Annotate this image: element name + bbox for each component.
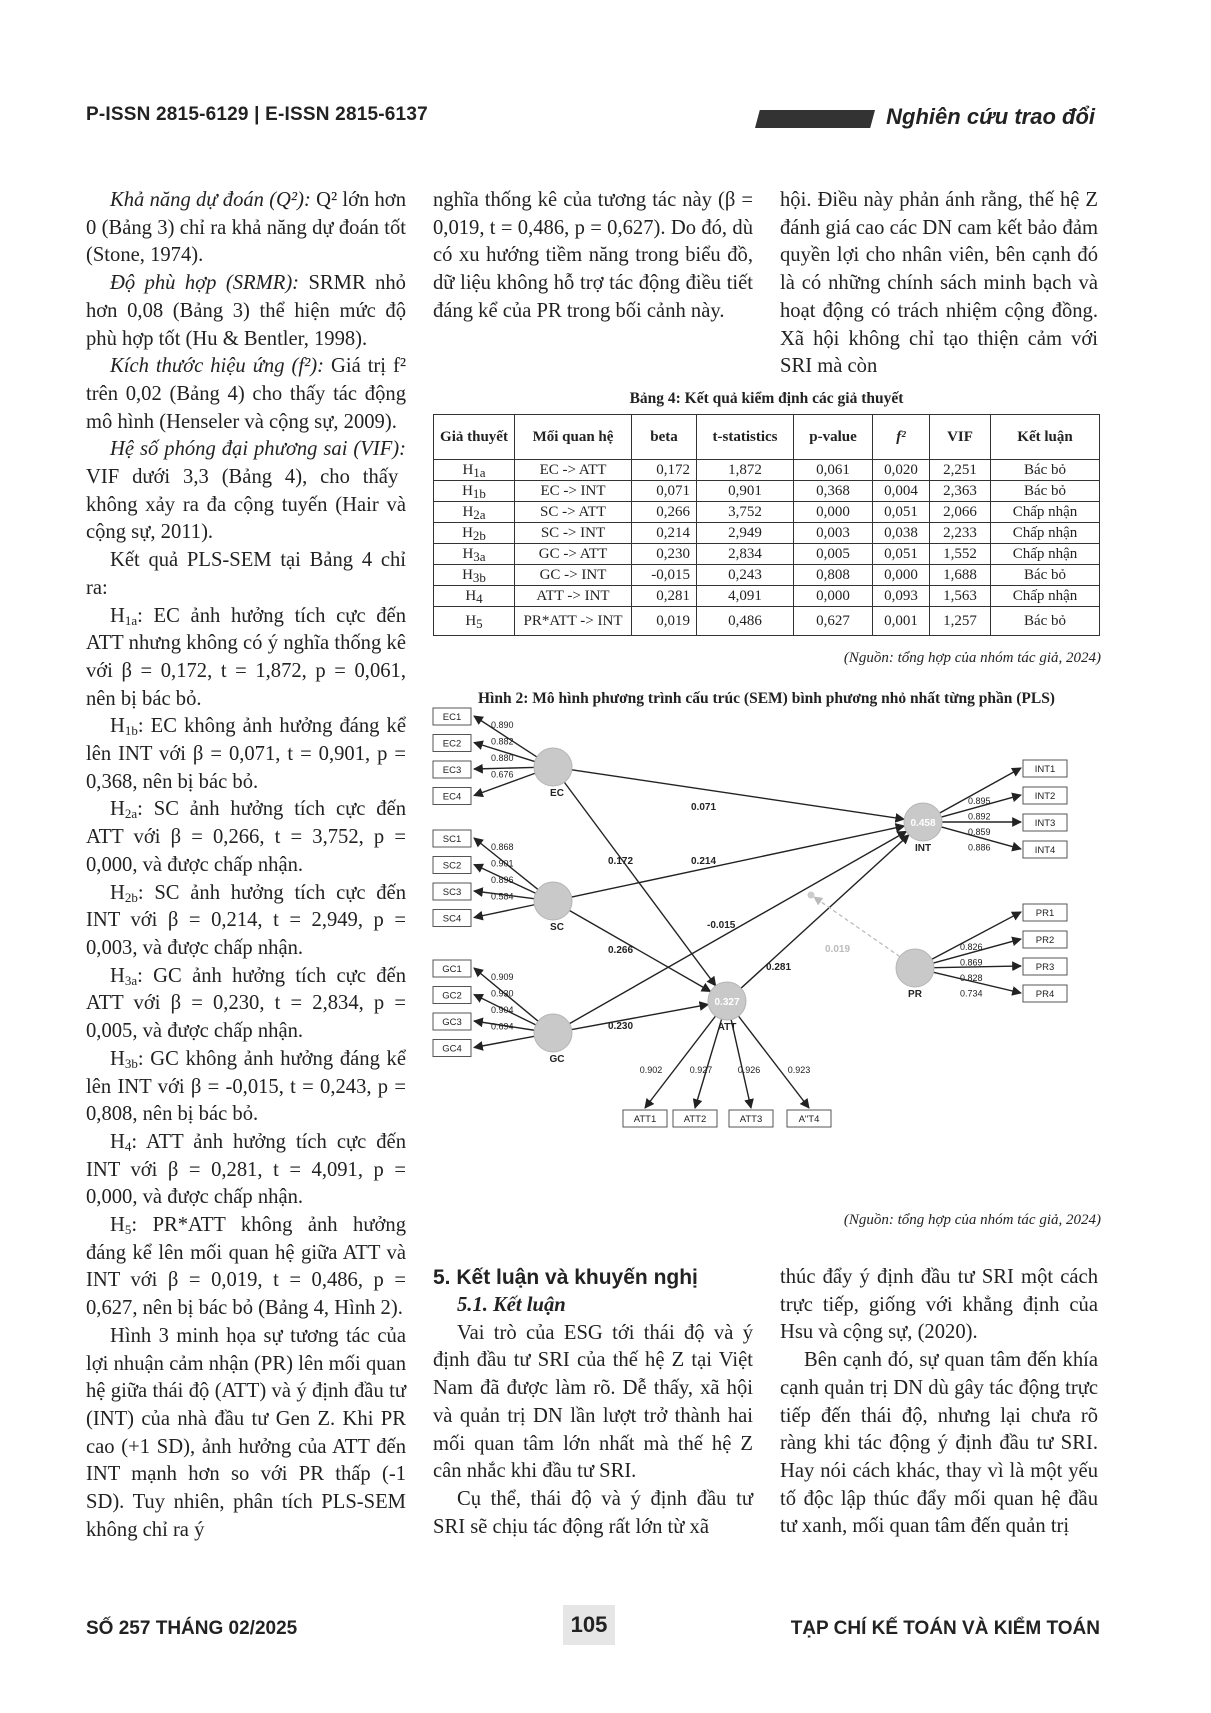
hypothesis-subscript: 3a [473, 549, 486, 564]
construct-sc [534, 882, 572, 920]
construct-pr [896, 949, 934, 987]
sem-diagram [433, 712, 1100, 1204]
loading-value: 0.882 [491, 736, 514, 747]
results-intro: Kết quả PLS-SEM tại Bảng 4 chỉ ra: [86, 549, 406, 599]
loading-value: 0.880 [491, 753, 514, 763]
h1b-paragraph: $H_{1b}$: EC không ảnh hưởng đáng kể lên INT với β = 0,071, t = 0,901, p = 0,368, nên bị bác bỏ. [86, 715, 406, 793]
col-header: Giả thuyết [434, 415, 515, 460]
moderation-point [808, 892, 815, 899]
indicator-label: SC2 [442, 860, 462, 872]
r2-value: 0.327 [714, 997, 740, 1008]
h2b-text: : SC ảnh hưởng tích cực đến INT với β = 0,214, t = 2,949, p = 0,003, và được chấp nhận. [86, 881, 406, 959]
table-cell-c: Bác bỏ [991, 460, 1100, 481]
indicator-label: EC4 [442, 791, 462, 803]
h5-paragraph: $H_5$: PR*ATT không ảnh hưởng đáng kể lên mối quan hệ giữa ATT và INT với β = 0,019, t = 0,486, p = 0,627, nên bị bác bỏ (Bảng 4, Hình 2). [86, 1214, 406, 1320]
h3a-text: : GC ảnh hưởng tích cực đến ATT với β = 0,230, t = 2,834, p = 0,005, và được chấp nhận. [86, 964, 406, 1043]
table-cell-vif: 2,066 [930, 502, 991, 523]
h5-text: : PR*ATT không ảnh hưởng đáng kể lên mối quan hệ giữa ATT và INT với β = 0,019, t = 0,486, p = 0,627, nên bị bác bỏ (Bảng 4, Hình 2). [86, 1214, 406, 1320]
table-cell-c: Chấp nhận [991, 523, 1100, 544]
loading-value: 0.734 [960, 988, 983, 999]
table-cell-p: 0,368 [794, 481, 873, 502]
table-cell-p: 0,005 [794, 544, 873, 565]
f2-paragraph [86, 353, 406, 436]
loading-value: 0.909 [491, 972, 514, 982]
f2-text: Giá trị f² trên 0,02 (Bảng 4) cho thấy tác động mô hình (Henseler và cộng sự, 2009). [86, 355, 407, 433]
r2-value: 0.458 [910, 818, 936, 829]
hypothesis-letter: H [462, 567, 473, 583]
loading-value: 0.923 [787, 1065, 811, 1075]
table-cell-beta: 0,230 [632, 544, 697, 565]
construct-label: SC [550, 922, 564, 933]
table-row [434, 544, 1100, 565]
figure-title: Hình 2: Mô hình phương trình cấu trúc (SEM) bình phương nhỏ nhất từng phần (PLS) [478, 690, 1055, 707]
column-2-top [433, 187, 753, 326]
section-header: Nghiên cứu trao đổi [886, 104, 1095, 129]
indicator-label: INT2 [1034, 791, 1056, 802]
section-title: 5. Kết luận và khuyến nghị [433, 1266, 698, 1289]
construct-label: ATT [717, 1022, 737, 1033]
table-cell-rel: EC -> ATT [515, 460, 632, 481]
col-header: VIF [930, 415, 991, 460]
path-label: 0.230 [608, 1021, 634, 1032]
table-cell-rel: PR*ATT -> INT [515, 607, 632, 636]
indicator-label: ATT3 [739, 1114, 763, 1125]
table-cell-vif: 2,251 [930, 460, 991, 481]
col-header: Mối quan hệ [515, 415, 632, 460]
q2-label: Khả năng dự đoán (Q²): [110, 189, 311, 211]
loading-value: 0.826 [960, 942, 983, 952]
table-cell-hyp [434, 502, 515, 523]
table-cell-beta: 0,019 [632, 607, 697, 636]
table-cell-f2: 0,004 [873, 481, 930, 502]
vif-label: Hệ số phóng đại phương sai (VIF): [110, 438, 406, 461]
path-label: 0.214 [691, 856, 717, 867]
loading-value: 0.895 [968, 796, 991, 806]
loading-value: 0.927 [689, 1065, 713, 1075]
table-cell-hyp [434, 481, 515, 502]
table-cell-beta: -0,015 [632, 565, 697, 586]
col-header: f² [873, 415, 930, 460]
indicator-label: GC3 [442, 1017, 462, 1028]
h1a-paragraph: $H_{1a}$: EC ảnh hưởng tích cực đến ATT nhưng không có ý nghĩa thống kê với β = 0,172, t = 1,872, p = 0,061, nên bị bác bỏ. [86, 604, 406, 710]
col-header: beta [632, 415, 697, 460]
loading-arrow [474, 1036, 534, 1047]
conclusion-p2: Cụ thể, thái độ và ý định đầu tư SRI sẽ chịu tác động rất lớn từ xã [433, 1487, 753, 1538]
hypothesis-subscript: 1a [473, 465, 486, 480]
hypothesis-subscript: 1b [472, 486, 486, 501]
table-cell-hyp [434, 565, 515, 586]
loading-value: 0.926 [737, 1065, 761, 1075]
table-cell-vif: 1,552 [930, 544, 991, 565]
table-cell-rel: GC -> INT [515, 565, 632, 586]
h3b-paragraph: $H_{3b}$: GC không ảnh hưởng đáng kể lên INT với β = -0,015, t = 0,243, p = 0,808, nên bị bác bỏ. [86, 1047, 406, 1126]
table-cell-f2: 0,093 [873, 586, 930, 607]
indicator-label: PR4 [1035, 989, 1055, 1000]
indicator-label: EC2 [442, 738, 462, 750]
figure-source: (Nguồn: tổng hợp của nhóm tác giả, 2024) [843, 1212, 1101, 1228]
h3a-paragraph: $H_{3a}$: GC ảnh hưởng tích cực đến ATT với β = 0,230, t = 2,834, p = 0,005, và được chấp nhận. [86, 964, 406, 1043]
hypothesis-letter: H [462, 546, 474, 562]
table-cell-vif: 2,233 [930, 523, 991, 544]
indicator-label: ATT2 [683, 1114, 707, 1125]
construct-label: PR [908, 989, 922, 1000]
table-cell-hyp [434, 607, 515, 636]
construct-label: EC [550, 788, 564, 799]
table-cell-f2: 0,001 [873, 607, 930, 636]
vif-paragraph [86, 436, 406, 547]
loading-value: 0.869 [960, 957, 983, 968]
srmr-text: SRMR nhỏ hơn 0,08 (Bảng 3) thể hiện mức độ phù hợp tốt (Hu & Bentler, 1998). [86, 272, 406, 350]
table-cell-c: Bác bỏ [991, 607, 1100, 636]
construct-gc [534, 1014, 572, 1052]
h3b-text: : GC không ảnh hưởng đáng kể lên INT với β = -0,015, t = 0,243, p = 0,808, nên bị bác bỏ. [86, 1047, 406, 1126]
header-bar [755, 110, 875, 128]
column-3-top [780, 187, 1098, 381]
indicator-label: PR1 [1035, 908, 1055, 919]
hypothesis-letter: H [465, 613, 477, 629]
vif-text: VIF dưới 3,3 (Bảng 4), cho thấy không xảy ra đa cộng tuyến (Hair và cộng sự, 2011). [86, 466, 406, 544]
indicator-label: INT4 [1034, 845, 1056, 856]
table-row [434, 460, 1100, 481]
hypothesis-letter: H [462, 504, 474, 520]
results-table [433, 414, 1100, 636]
loading-arrow [932, 912, 1021, 959]
issn-header: P-ISSN 2815-6129 | E-ISSN 2815-6137 [86, 104, 428, 125]
table-header-row [434, 415, 1100, 460]
hypothesis-subscript: 3b [472, 570, 486, 585]
loading-value: 0.828 [960, 973, 983, 983]
table-row [434, 607, 1100, 636]
path-label: -0.015 [707, 920, 736, 931]
table-cell-p: 0,003 [794, 523, 873, 544]
table-cell-c: Bác bỏ [991, 481, 1100, 502]
indicator-label: GC1 [442, 964, 462, 975]
indicator-label: GC2 [442, 990, 462, 1002]
indicator-label: INT3 [1034, 818, 1056, 829]
hypothesis-subscript: 4 [476, 591, 483, 606]
indicator-label: EC1 [442, 712, 462, 723]
journal-footer: TẠP CHÍ KẾ TOÁN VÀ KIỂM TOÁN [790, 1618, 1100, 1639]
table-cell-hyp [434, 460, 515, 481]
table-cell-t: 1,872 [697, 460, 794, 481]
indicator-label: EC3 [442, 765, 462, 776]
table-cell-rel: GC -> ATT [515, 544, 632, 565]
col-header: t-statistics [697, 415, 794, 460]
loading-value: 0.890 [491, 720, 514, 730]
hypothesis-letter: H [462, 462, 474, 478]
hypothesis-subscript: 5 [476, 616, 483, 631]
loading-value: 0.892 [968, 811, 991, 822]
hypothesis-subscript: 2a [473, 507, 486, 522]
construct-label: INT [914, 843, 932, 854]
table-cell-f2: 0,020 [873, 460, 930, 481]
conclusion-p1: Vai trò của ESG tới thái độ và ý định đầu tư SRI của thế hệ Z tại Việt Nam đã được làm rõ. Dễ thấy, xã hội và quản trị DN lần lượt trở thành hai mối quan tâm lớn nhất mà thế hệ Z cân nhắc khi đầu tư SRI. [433, 1321, 753, 1483]
table-cell-rel: SC -> ATT [515, 502, 632, 523]
column-3-bottom [780, 1264, 1098, 1541]
table-cell-f2: 0,000 [873, 565, 930, 586]
hypothesis-subscript: 2b [472, 528, 486, 543]
indicator-label: SC1 [442, 834, 462, 845]
table-cell-hyp [434, 544, 515, 565]
table-cell-t: 0,243 [697, 565, 794, 586]
loading-value: 0.896 [491, 875, 514, 885]
loading-value: 0.930 [491, 988, 514, 999]
table-row [434, 586, 1100, 607]
h2a-text: : SC ảnh hưởng tích cực đến ATT với β = 0,266, t = 3,752, p = 0,000, và được chấp nhận. [86, 798, 406, 876]
loading-value: 0.859 [968, 827, 991, 837]
fig3-paragraph: Hình 3 minh họa sự tương tác của lợi nhuận cảm nhận (PR) lên mối quan hệ giữa thái độ (ATT) và ý định đầu tư (INT) của nhà đầu tư Gen Z. Khi PR cao (+1 SD), ảnh hưởng của ATT đến INT mạnh hơn so với PR thấp (-1 SD). Tuy nhiên, phân tích PLS-SEM không chỉ ra ý [86, 1324, 406, 1541]
table-row [434, 565, 1100, 586]
hypothesis-letter: H [465, 588, 477, 604]
table-cell-t: 3,752 [697, 502, 794, 523]
table-cell-vif: 1,563 [930, 586, 991, 607]
table-cell-f2: 0,051 [873, 544, 930, 565]
h4-text: : ATT ảnh hưởng tích cực đến INT với β = 0,281, t = 4,091, p = 0,000, và được chấp nhận. [86, 1130, 406, 1209]
table-cell-c: Chấp nhận [991, 586, 1100, 607]
path-label: 0.281 [766, 962, 792, 973]
table-source: (Nguồn: tổng hợp của nhóm tác giả, 2024) [843, 650, 1101, 666]
table-cell-rel: SC -> INT [515, 523, 632, 544]
indicator-label: SC3 [442, 887, 462, 898]
loading-value: 0.676 [491, 769, 514, 780]
col-header: p-value [794, 415, 873, 460]
table-cell-f2: 0,038 [873, 523, 930, 544]
table-row [434, 523, 1100, 544]
loading-arrow [738, 1016, 809, 1108]
construct-ec [534, 748, 572, 786]
table-row [434, 502, 1100, 523]
loading-arrow [474, 905, 534, 918]
f2-label: Kích thước hiệu ứng (f²): [110, 355, 324, 378]
h2a-paragraph: $H_{2a}$: SC ảnh hưởng tích cực đến ATT với β = 0,266, t = 3,752, p = 0,000, và được chấp nhận. [86, 798, 406, 876]
indicator-label: A"T4 [798, 1114, 820, 1125]
table-row [434, 481, 1100, 502]
section-5 [433, 1264, 753, 1541]
table-cell-rel: EC -> INT [515, 481, 632, 502]
q2-text: Q² lớn hơn 0 (Bảng 3) chỉ ra khả năng dự đoán tốt (Stone, 1974). [86, 189, 406, 267]
table-cell-vif: 2,363 [930, 481, 991, 502]
h1b-text: : EC không ảnh hưởng đáng kể lên INT với β = 0,071, t = 0,901, p = 0,368, nên bị bác bỏ. [86, 715, 406, 793]
h2b-paragraph: $H_{2b}$: SC ảnh hưởng tích cực đến INT với β = 0,214, t = 2,949, p = 0,003, và được chấp nhận. [86, 881, 406, 959]
table-title: Bảng 4: Kết quả kiểm định các giả thuyết [629, 390, 904, 407]
h1a-text: : EC ảnh hưởng tích cực đến ATT nhưng không có ý nghĩa thống kê với β = 0,172, t = 1,872, p = 0,061, nên bị bác bỏ. [86, 604, 406, 710]
loading-value: 0.868 [491, 842, 514, 852]
issue-footer: SỐ 257 THÁNG 02/2025 [86, 1618, 298, 1639]
loading-value: 0.902 [639, 1065, 663, 1075]
col2-paragraph: nghĩa thống kê của tương tác này (β = 0,019, t = 0,486, p = 0,627). Do đó, dù có xu hướng tiềm năng trong biểu đồ, dữ liệu không hỗ trợ tác động điều tiết đáng kể của PR trong bối cảnh này. [433, 189, 753, 322]
table-cell-t: 2,949 [697, 523, 794, 544]
loading-value: 0.694 [491, 1021, 514, 1032]
table-cell-p: 0,627 [794, 607, 873, 636]
subsection-title: 5.1. Kết luận [457, 1294, 566, 1316]
table-cell-c: Chấp nhận [991, 544, 1100, 565]
table-cell-vif: 1,688 [930, 565, 991, 586]
table-cell-beta: 0,281 [632, 586, 697, 607]
path-label: 0.172 [608, 856, 634, 867]
col3b-p2: Bên cạnh đó, sự quan tâm đến khía cạnh quản trị DN dù gây tác động trực tiếp đến thái độ, nhưng lại chưa rõ ràng khi tác động ý định đầu tư SRI. Hay nói cách khác, thay vì là một yếu tố độc lập thúc đẩy mối quan hệ đầu tư xanh, mối quan tâm đến quản trị [780, 1349, 1098, 1538]
table-cell-c: Bác bỏ [991, 565, 1100, 586]
table-cell-hyp [434, 586, 515, 607]
table-cell-beta: 0,214 [632, 523, 697, 544]
indicator-label: ATT1 [633, 1114, 657, 1125]
loading-value: 0.886 [968, 842, 991, 853]
indicator-label: INT1 [1034, 764, 1056, 775]
indicator-label: SC4 [442, 913, 462, 925]
indicator-label: PR2 [1035, 935, 1055, 946]
loading-value: 0.901 [491, 858, 514, 869]
table-cell-beta: 0,172 [632, 460, 697, 481]
indicator-label: PR3 [1035, 962, 1055, 973]
srmr-label: Độ phù hợp (SRMR): [110, 272, 300, 295]
path-label-moderation: 0.019 [825, 944, 851, 955]
path-ec-int [572, 770, 904, 819]
table-cell-hyp [434, 523, 515, 544]
hypothesis-letter: H [462, 525, 473, 541]
table-cell-p: 0,808 [794, 565, 873, 586]
table-cell-c: Chấp nhận [991, 502, 1100, 523]
table-cell-beta: 0,266 [632, 502, 697, 523]
table-cell-t: 0,486 [697, 607, 794, 636]
path-gc-att [572, 1004, 709, 1029]
loading-value: 0.584 [491, 891, 514, 902]
table-cell-t: 0,901 [697, 481, 794, 502]
path-label: 0.266 [608, 945, 634, 956]
col-header: Kết luận [991, 415, 1100, 460]
table-cell-p: 0,000 [794, 502, 873, 523]
path-label: 0.071 [691, 802, 717, 813]
page-number: 105 [563, 1605, 615, 1645]
srmr-paragraph [86, 270, 406, 353]
table-cell-beta: 0,071 [632, 481, 697, 502]
table-cell-t: 2,834 [697, 544, 794, 565]
table-cell-p: 0,061 [794, 460, 873, 481]
q2-paragraph [86, 187, 406, 270]
col3-paragraph: hội. Điều này phản ánh rằng, thế hệ Z đánh giá cao các DN cam kết bảo đảm quyền lợi cho nhân viên, bên cạnh đó là có những chính sách minh bạch và hoạt động có trách nhiệm cộng đồng. Xã hội không chỉ tạo thiện cảm với SRI mà còn [780, 189, 1098, 378]
loading-arrow [645, 1016, 716, 1108]
construct-label: GC [549, 1054, 565, 1065]
table-cell-rel: ATT -> INT [515, 586, 632, 607]
table-cell-t: 4,091 [697, 586, 794, 607]
table-cell-p: 0,000 [794, 586, 873, 607]
column-1 [86, 187, 406, 1544]
col3b-p1: thúc đẩy ý định đầu tư SRI một cách trực tiếp, giống với khẳng định của Hsu và cộng sự, (2020). [780, 1266, 1098, 1344]
h4-paragraph: $H_4$: ATT ảnh hưởng tích cực đến INT với β = 0,281, t = 4,091, p = 0,000, và được chấp nhận. [86, 1130, 406, 1209]
table-cell-vif: 1,257 [930, 607, 991, 636]
table-cell-f2: 0,051 [873, 502, 930, 523]
loading-value: 0.904 [491, 1005, 514, 1015]
indicator-label: GC4 [442, 1043, 462, 1055]
hypothesis-letter: H [462, 483, 473, 499]
